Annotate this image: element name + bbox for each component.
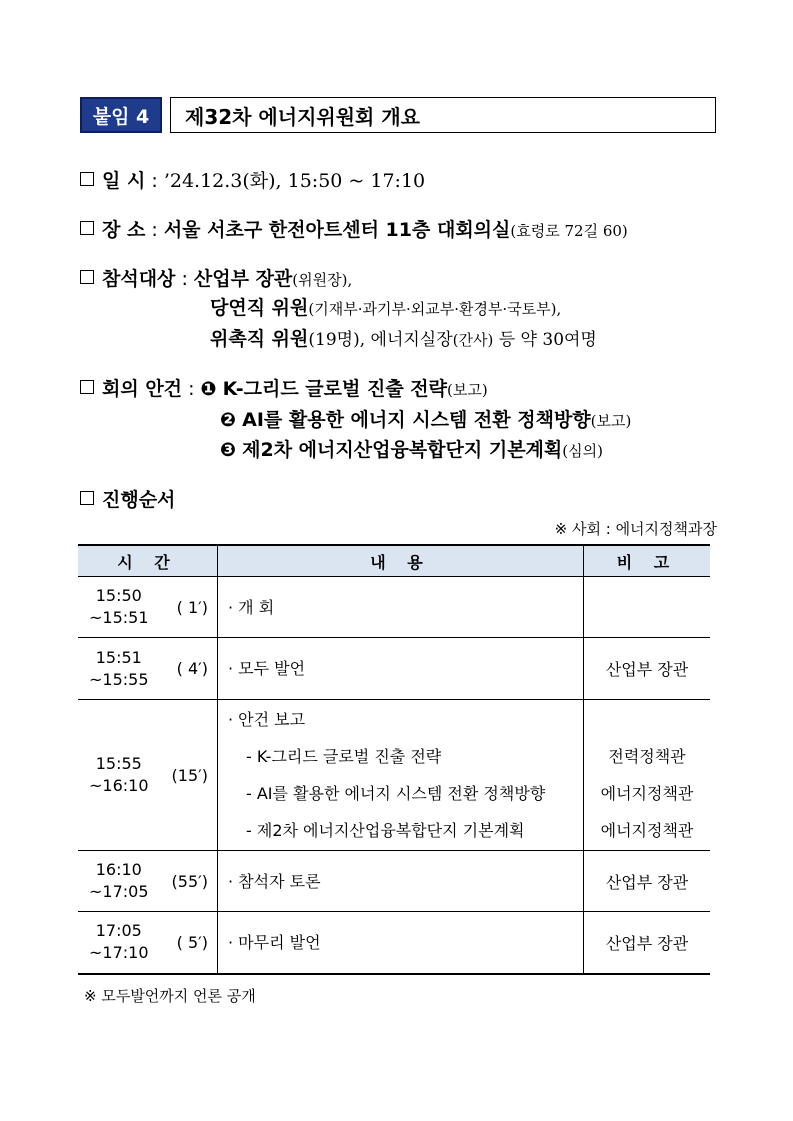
content-cell: · 마무리 발언 [218, 912, 584, 974]
sub-note: 전력정책관 [608, 747, 686, 766]
note-cell [584, 577, 711, 638]
agenda-item-3: 제2차 에너지산업융복합단지 기본계획 [242, 439, 563, 461]
attendees-line1: 참석대상 : 산업부 장관(위원장), [80, 264, 352, 295]
header-note: 비 고 [584, 545, 711, 577]
attendee-minister-note: (위원장), [292, 271, 353, 289]
note-cell: 산업부 장관 [584, 638, 711, 700]
table-row [78, 851, 710, 912]
checkbox-icon [80, 380, 94, 394]
note-cell: 산업부 장관 [584, 851, 711, 912]
time-cell [78, 577, 218, 638]
date-line: 일 시 : ’24.12.3(화), 15:50 ~ 17:10 [80, 166, 425, 196]
end-time: ~17:10 [89, 943, 149, 963]
note-cell: 산업부 장관 [584, 912, 711, 974]
agenda-line2 [220, 405, 631, 436]
host-note: ※ 사회 : 에너지정책과장 [554, 520, 717, 538]
attendees-line3 [210, 324, 597, 355]
place-label: 장 소 [102, 219, 146, 241]
start-time: 15:50 [95, 586, 142, 605]
start-time: 16:10 [95, 860, 142, 879]
attendee-ex-officio-note: (기재부·과기부·외교부·환경부·국토부), [308, 300, 562, 318]
end-time: ~17:05 [89, 882, 149, 901]
agenda-line1: 회의 안건 : ❶ K-그리드 글로벌 진출 전략(보고) [80, 374, 488, 405]
agenda-num-2: ❷ [220, 409, 237, 431]
agenda-label: 회의 안건 [102, 378, 183, 400]
place-address: (효령로 72길 60) [510, 222, 628, 240]
duration: (55′) [171, 871, 208, 891]
attendee-appointed-note: (19명), 에너지실장 [308, 330, 453, 350]
checkbox-icon [80, 491, 94, 505]
date-label: 일 시 [102, 170, 146, 192]
start-time: 15:55 [95, 754, 142, 773]
date-value: ’24.12.3(화), 15:50 ~ 17:10 [163, 170, 426, 192]
content-cell: · 참석자 토론 [218, 851, 584, 912]
schedule-table [78, 544, 710, 975]
agenda-item-2: AI를 활용한 에너지 시스템 전환 정책방향 [242, 409, 591, 431]
agenda-kind-2: (보고) [590, 412, 632, 430]
sub-item: - 제2차 에너지산업융복합단지 기본계획 [246, 821, 525, 840]
sub-item: - K-그리드 글로벌 진출 전략 [246, 747, 442, 766]
end-time: ~16:10 [89, 776, 149, 795]
end-time: ~15:51 [89, 608, 149, 627]
end-time: ~15:55 [89, 669, 149, 689]
sub-note: 에너지정책관 [600, 784, 694, 803]
start-time: 17:05 [95, 921, 142, 941]
agenda-report-item: · 안건 보고 [228, 710, 306, 729]
agenda-line3 [220, 435, 603, 466]
duration: ( 5′) [176, 932, 208, 952]
procedure-label: 진행순서 [102, 489, 176, 511]
agenda-kind-1: (보고) [447, 381, 488, 399]
sub-note: 에너지정책관 [600, 821, 694, 840]
header-time: 시 간 [78, 545, 218, 577]
attendees-label: 참석대상 [102, 268, 176, 290]
agenda-item-1: K-그리드 글로벌 진출 전략 [222, 378, 447, 400]
time-cell [78, 638, 218, 700]
start-time: 15:51 [95, 647, 142, 667]
agenda-num-3: ❸ [220, 439, 237, 461]
document-title: 제32차 에너지위원회 개요 [170, 97, 716, 133]
table-row [78, 700, 710, 851]
table-row [78, 638, 710, 700]
attachment-badge: 붙임 4 [80, 97, 162, 133]
attendee-ex-officio: 당연직 위원 [210, 297, 309, 319]
content-cell [218, 700, 584, 851]
attendee-total: 등 약 30여명 [493, 330, 597, 350]
footnote: ※ 모두발언까지 언론 공개 [84, 987, 256, 1005]
header-content: 내 용 [218, 545, 584, 577]
checkbox-icon [80, 221, 94, 235]
table-row [78, 577, 710, 638]
attendees-line2 [210, 293, 561, 324]
time-cell [78, 912, 218, 974]
duration: ( 4′) [176, 659, 208, 678]
content-cell: · 모두 발언 [218, 638, 584, 700]
duration: ( 1′) [176, 597, 208, 617]
content-cell: · 개 회 [218, 577, 584, 638]
attendee-appointed: 위촉직 위원 [210, 328, 309, 350]
time-cell [78, 700, 218, 851]
place-line: 장 소 : 서울 서초구 한전아트센터 11층 대회의실(효령로 72길 60) [80, 215, 628, 246]
checkbox-icon [80, 172, 94, 186]
duration: (15′) [171, 765, 208, 785]
table-header-row [78, 545, 710, 577]
title-bar [80, 97, 716, 133]
agenda-kind-3: (심의) [562, 442, 603, 460]
attendee-secretary-note: (간사) [452, 331, 494, 349]
note-cell [584, 700, 711, 851]
procedure-heading [80, 485, 175, 515]
table-row [78, 912, 710, 974]
sub-item: - AI를 활용한 에너지 시스템 전환 정책방향 [246, 784, 546, 803]
attendee-minister: 산업부 장관 [193, 268, 293, 290]
place-value: 서울 서초구 한전아트센터 11층 대회의실 [163, 219, 511, 241]
agenda-num-1: ❶ [200, 378, 217, 400]
time-cell [78, 851, 218, 912]
checkbox-icon [80, 270, 94, 284]
